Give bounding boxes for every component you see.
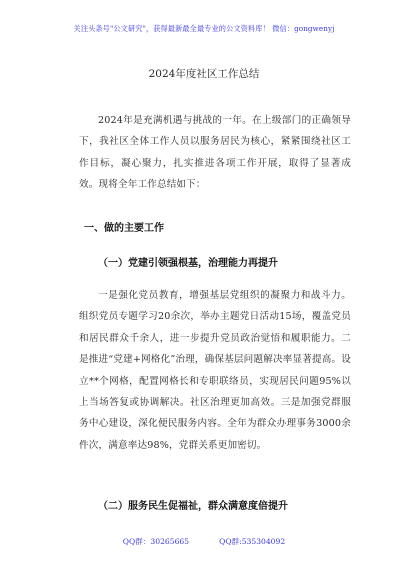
- footer-qq-group-2: QQ群:535304092: [219, 537, 286, 546]
- party-building-paragraph: 一是强化党员教育，增强基层党组织的凝聚力和战斗力。组织党员专题学习20余次，举办主题党日活动15场，覆盖党员和居民群众千余人，进一步提升党员政治觉悟和履职能力。二是推进“党建+网格化”治理，确保基层问题解决率显著提高。设立**个网格，配置网格长和专职联络员，实现居民问题95%以上当场答复或协调解决。社区治理更加高效。三是加强党群服务中心建设，深化便民服务内容。全年为群众办理事务3000余件次，满意率达98%，党群关系更加密切。: [79, 290, 351, 451]
- intro-paragraph: 2024年是充满机遇与挑战的一年。在上级部门的正确领导下，我社区全体工作人员以服务居民为核心，紧紧围绕社区工作目标，凝心聚力，扎实推进各项工作开展，取得了显著成效。现将全年工作总结如下：: [79, 115, 351, 191]
- footer-qq-groups: [0, 536, 408, 547]
- subsection-heading-livelihood: （二）服务民生促福祉，群众满意度倍提升: [98, 501, 288, 512]
- section-heading-main-work: 一、做的主要工作: [84, 223, 164, 234]
- top-banner-text: 关注头条号"公文研究"，获得最新最全最专业的公文资料库！ 微信：gongwenyj: [73, 24, 335, 33]
- document-title: 2024年度社区工作总结: [148, 68, 260, 80]
- footer-qq-group-1: QQ群：30265665: [122, 537, 190, 546]
- subsection-heading-party-building: （一）党建引领强根基，治理能力再提升: [98, 258, 278, 269]
